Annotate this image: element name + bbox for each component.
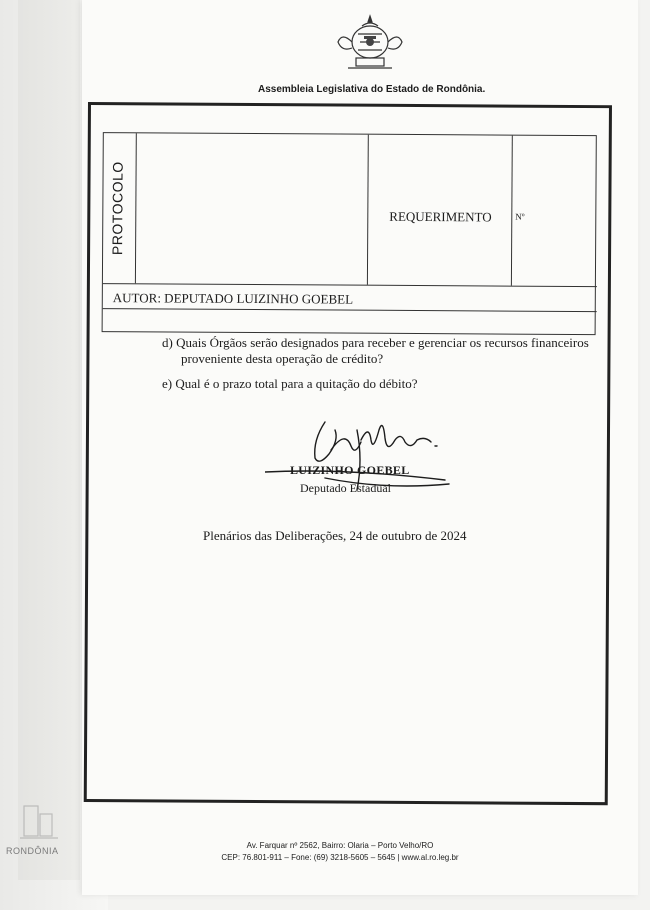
- signature-role: Deputado Estadual: [300, 481, 391, 495]
- coat-of-arms-icon: [334, 12, 406, 78]
- footer-address: [200, 840, 480, 864]
- autor-line: AUTOR: DEPUTADO LUIZINHO GOEBEL: [112, 290, 354, 307]
- date-line: Plenários das Deliberações, 24 de outubro de 2024: [203, 528, 467, 543]
- blank-cell: [135, 133, 369, 284]
- numero-label: Nº: [515, 211, 525, 222]
- header-table: [102, 132, 597, 335]
- footer-line-1: Av. Farquar nº 2562, Bairro: Olaria – Porto Velho/RO: [246, 841, 434, 850]
- item-e: e) Qual é o prazo total para a quitação do débito?: [162, 376, 418, 391]
- requerimento-label: REQUERIMENTO: [389, 208, 492, 225]
- protocolo-cell: [103, 133, 137, 283]
- requerimento-cell: [367, 135, 513, 286]
- numero-cell: [511, 136, 598, 287]
- side-stamp-text: RONDÔNIA: [6, 846, 59, 856]
- item-d-line1: d) Quais Órgãos serão designados para receber e gerenciar os recursos financeiros: [162, 335, 589, 350]
- item-d-line2: proveniente desta operação de crédito?: [181, 351, 384, 366]
- assembly-name: Assembleia Legislativa do Estado de Rondônia.: [258, 84, 486, 95]
- protocolo-label: PROTOCOLO: [109, 161, 126, 256]
- table-divider: [103, 308, 597, 312]
- footer-line-2: CEP: 76.801-911 – Fone: (69) 3218-5605 – 5645 | www.al.ro.leg.br: [221, 853, 459, 862]
- signature-name: LUIZINHO GOEBEL: [290, 463, 410, 477]
- left-binding-strip: [18, 0, 80, 880]
